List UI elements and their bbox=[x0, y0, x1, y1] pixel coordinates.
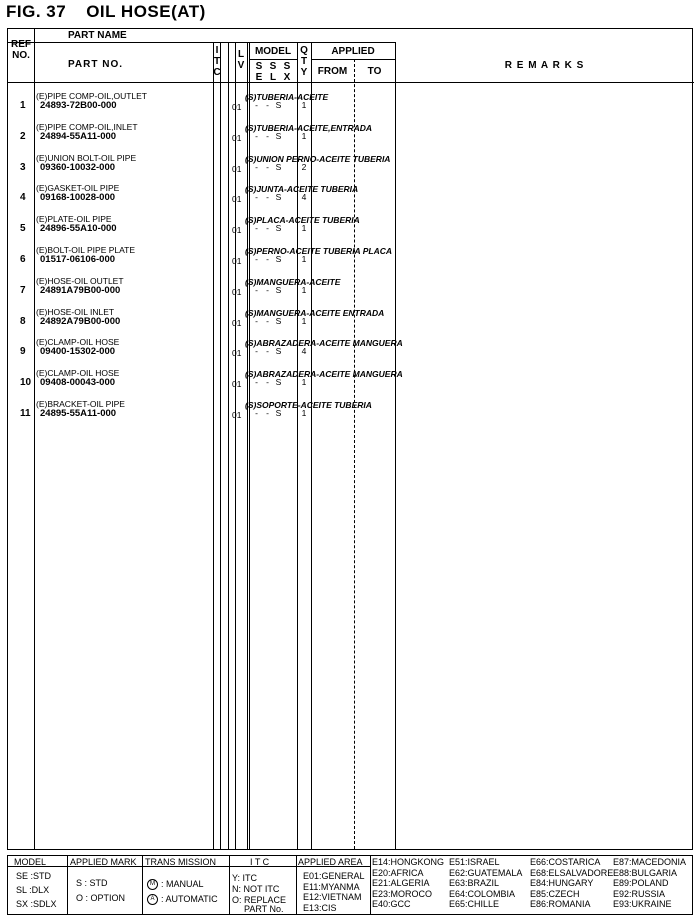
model-col-sl: S L bbox=[269, 61, 277, 83]
applied-divider bbox=[311, 59, 395, 60]
part-remark: (S)TUBERIA-ACEITE,ENTRADA bbox=[245, 122, 373, 133]
model-col-se: S E bbox=[255, 61, 263, 83]
model-se-value: - bbox=[255, 130, 258, 141]
from-header: FROM bbox=[317, 66, 348, 77]
area-item: E92:RUSSIA bbox=[613, 888, 666, 899]
part-name: (E)PIPE COMP-OIL,INLET bbox=[36, 121, 138, 132]
part-number: 24894-55A11-000 bbox=[40, 130, 117, 142]
legend-itc-title: I T C bbox=[250, 857, 270, 867]
area-list-5 bbox=[613, 857, 686, 910]
part-number: 09400-15302-000 bbox=[40, 346, 116, 358]
header-divider bbox=[8, 42, 235, 43]
header-bottom bbox=[8, 82, 694, 83]
ref-number: 10 bbox=[20, 377, 32, 389]
legend-trans-title: TRANS MISSION bbox=[145, 857, 217, 867]
model-sx-value: S bbox=[275, 161, 282, 172]
figure-name: OIL HOSE(AT) bbox=[86, 2, 206, 21]
lv-value: 01 bbox=[232, 225, 242, 236]
part-number: 09168-10028-000 bbox=[40, 192, 116, 204]
figure-title bbox=[6, 2, 206, 22]
legend-divider bbox=[296, 856, 297, 914]
legend-itc-item: N: NOT ITC bbox=[232, 884, 280, 894]
qty-value: 1 bbox=[301, 254, 307, 264]
legend-model-title: MODEL bbox=[14, 857, 47, 867]
model-se-value: - bbox=[255, 254, 258, 264]
remarks-header: R E M A R K S bbox=[504, 60, 585, 71]
part-remark: (S)PLACA-ACEITE TUBERIA bbox=[245, 215, 360, 226]
model-se-value: - bbox=[255, 192, 258, 203]
area-item: E84:HUNGARY bbox=[530, 878, 594, 888]
parts-table bbox=[7, 28, 693, 850]
model-sx-value: S bbox=[275, 100, 282, 110]
col-divider bbox=[354, 59, 355, 849]
ref-number: 2 bbox=[20, 130, 26, 142]
area-list-4 bbox=[530, 857, 613, 910]
area-item: E65:CHILLE bbox=[449, 899, 500, 909]
part-remark: (S)PERNO-ACEITE TUBERIA PLACA bbox=[245, 246, 393, 256]
part-remark: (S)ABRAZADERA-ACEITE MANGUERA bbox=[245, 369, 403, 380]
model-sl-value: - bbox=[266, 100, 269, 110]
legend-applied-mark-item: S : STD bbox=[76, 878, 108, 888]
part-number: 09408-00043-000 bbox=[40, 377, 116, 389]
lv-value: 01 bbox=[232, 410, 242, 420]
part-number: 24896-55A10-000 bbox=[40, 223, 117, 235]
legend-applied-mark-title: APPLIED MARK bbox=[70, 857, 137, 867]
part-number: 24892A79B00-000 bbox=[40, 315, 121, 327]
model-sx-value: S bbox=[275, 284, 282, 295]
model-sx-value: S bbox=[275, 346, 282, 357]
qty-value: 1 bbox=[301, 377, 307, 388]
area-item: E66:COSTARICA bbox=[530, 857, 601, 867]
to-header: TO bbox=[367, 66, 382, 77]
lv-value: 01 bbox=[232, 194, 242, 205]
model-se-value: - bbox=[255, 161, 258, 172]
qty-value: 1 bbox=[301, 284, 307, 295]
qty-value: 4 bbox=[301, 346, 307, 357]
part-remark: (S)JUNTA-ACEITE TUBERIA bbox=[245, 184, 359, 195]
area-item: E21:ALGERIA bbox=[372, 878, 430, 888]
qty-value: 1 bbox=[301, 408, 307, 418]
area-item: E11:MYANMA bbox=[303, 881, 360, 892]
model-header: MODEL bbox=[254, 46, 292, 57]
ref-number: 9 bbox=[20, 346, 26, 358]
legend-divider bbox=[142, 856, 143, 914]
legend-box bbox=[7, 855, 693, 915]
part-remark: (S)TUBERIA-ACEITE bbox=[245, 92, 329, 102]
model-sx-value: S bbox=[275, 192, 282, 203]
area-item: E89:POLAND bbox=[613, 878, 669, 888]
area-list-1 bbox=[303, 871, 365, 913]
qty-value: 1 bbox=[301, 223, 307, 234]
part-name: (E)HOSE-OIL INLET bbox=[36, 306, 115, 317]
ref-number: 5 bbox=[20, 223, 26, 235]
area-list-2 bbox=[372, 857, 444, 910]
legend-itc-item: Y: ITC bbox=[232, 873, 258, 883]
legend-divider bbox=[370, 856, 371, 914]
model-sl-value: - bbox=[266, 315, 269, 326]
ref-number: 3 bbox=[20, 161, 26, 173]
legend-divider bbox=[229, 856, 230, 914]
model-sl-value: - bbox=[266, 408, 269, 418]
legend-itc-item: O: REPLACE bbox=[232, 895, 287, 905]
area-item: E14:HONGKONG bbox=[372, 857, 445, 867]
ref-number: 4 bbox=[20, 192, 26, 204]
part-no-header: PART NO. bbox=[68, 59, 124, 70]
part-name: (E)CLAMP-OIL HOSE bbox=[36, 337, 120, 348]
lv-value: 01 bbox=[232, 317, 242, 328]
part-number: 24893-72B00-000 bbox=[40, 100, 117, 111]
part-remark: (S)MANGUERA-ACEITE ENTRADA bbox=[245, 307, 385, 318]
lv-value: 01 bbox=[232, 102, 242, 112]
legend-model-item: SL :DLX bbox=[16, 885, 50, 895]
lv-value: 01 bbox=[232, 256, 242, 266]
model-sl-value: - bbox=[266, 346, 269, 357]
part-number: 24891A79B00-000 bbox=[40, 284, 121, 296]
automatic-mark-icon: A bbox=[147, 894, 158, 905]
part-name-header: PART NAME bbox=[68, 30, 127, 41]
lv-value: 01 bbox=[232, 286, 242, 297]
legend-trans-manual: M : MANUAL bbox=[147, 879, 204, 890]
area-list-3 bbox=[449, 857, 522, 910]
area-item: E12:VIETNAM bbox=[303, 892, 362, 902]
area-item: E85:CZECH bbox=[530, 888, 580, 899]
model-sx-value: S bbox=[275, 130, 282, 141]
legend-trans-automatic: A : AUTOMATIC bbox=[147, 894, 218, 905]
ref-header: REF NO. bbox=[11, 39, 31, 61]
part-remark: (S)MANGUERA-ACEITE bbox=[245, 276, 341, 287]
model-sx-value: S bbox=[275, 408, 282, 418]
part-name: (E)UNION BOLT-OIL PIPE bbox=[36, 152, 137, 163]
legend-divider bbox=[67, 856, 68, 914]
ref-number: 7 bbox=[20, 284, 26, 296]
area-item: E86:ROMANIA bbox=[530, 899, 591, 909]
lv-value: 01 bbox=[232, 379, 242, 390]
col-divider bbox=[395, 42, 396, 849]
qty-value: 1 bbox=[301, 315, 307, 326]
model-sl-value: - bbox=[266, 284, 269, 295]
part-name: (E)HOSE-OIL OUTLET bbox=[36, 275, 124, 286]
model-sl-value: - bbox=[266, 377, 269, 388]
area-item: E20:AFRICA bbox=[372, 867, 424, 878]
col-divider bbox=[213, 42, 214, 849]
qty-value: 1 bbox=[301, 130, 307, 141]
area-item: E13:CIS bbox=[303, 902, 337, 913]
qty-header: Q T Y bbox=[300, 45, 308, 78]
model-divider bbox=[249, 59, 297, 60]
part-name: (E)GASKET-OIL PIPE bbox=[36, 183, 120, 194]
manual-mark-icon: M bbox=[147, 879, 158, 890]
model-se-value: - bbox=[255, 315, 258, 326]
legend-applied-area-title: APPLIED AREA bbox=[298, 857, 363, 867]
area-item: E23:MOROCO bbox=[372, 888, 433, 899]
area-item: E68:ELSALVADORE bbox=[530, 867, 614, 878]
qty-value: 2 bbox=[301, 161, 307, 172]
area-item: E51:ISRAEL bbox=[449, 857, 500, 867]
model-se-value: - bbox=[255, 408, 258, 418]
lv-value: 01 bbox=[232, 163, 242, 174]
part-remark: (S)SOPORTE-ACEITE TUBERIA bbox=[245, 400, 372, 410]
itc-header: I T C bbox=[213, 45, 221, 78]
area-item: E62:GUATEMALA bbox=[449, 867, 523, 878]
model-sl-value: - bbox=[266, 130, 269, 141]
area-item: E40:GCC bbox=[372, 899, 411, 909]
legend-model-item: SX :SDLX bbox=[16, 899, 57, 909]
part-number: 01517-06106-000 bbox=[40, 254, 116, 265]
part-remark: (S)ABRAZADERA-ACEITE MANGUERA bbox=[245, 338, 403, 349]
legend-itc-item: PART No. bbox=[244, 904, 284, 914]
qty-value: 1 bbox=[301, 100, 307, 110]
model-sl-value: - bbox=[266, 192, 269, 203]
lv-header: L V bbox=[237, 49, 245, 71]
model-col-sx: S X bbox=[283, 61, 291, 83]
area-item: E01:GENERAL bbox=[303, 871, 365, 881]
col-divider bbox=[34, 29, 35, 849]
ref-number: 6 bbox=[20, 254, 26, 265]
model-sx-value: S bbox=[275, 223, 282, 234]
applied-header: APPLIED bbox=[331, 46, 375, 57]
part-name: (E)BOLT-OIL PIPE PLATE bbox=[36, 245, 136, 255]
legend-model-item: SE :STD bbox=[16, 871, 52, 881]
model-sl-value: - bbox=[266, 254, 269, 264]
model-se-value: - bbox=[255, 377, 258, 388]
model-se-value: - bbox=[255, 100, 258, 110]
part-remark: (S)UNION PERNO-ACEITE TUBERIA bbox=[245, 153, 391, 164]
part-name: (E)BRACKET-OIL PIPE bbox=[36, 399, 125, 409]
model-sx-value: S bbox=[275, 315, 282, 326]
model-sx-value: S bbox=[275, 377, 282, 388]
part-name: (E)PLATE-OIL PIPE bbox=[36, 214, 112, 225]
model-sl-value: - bbox=[266, 223, 269, 234]
col-divider bbox=[220, 42, 221, 849]
figure-number: FIG. 37 bbox=[6, 2, 67, 21]
area-item: E87:MACEDONIA bbox=[613, 857, 687, 867]
qty-value: 4 bbox=[301, 192, 307, 203]
area-item: E63:BRAZIL bbox=[449, 878, 500, 888]
part-number: 24895-55A11-000 bbox=[40, 408, 117, 419]
area-item: E88:BULGARIA bbox=[613, 867, 678, 878]
lv-value: 01 bbox=[232, 348, 242, 359]
part-number: 09360-10032-000 bbox=[40, 161, 116, 173]
model-se-value: - bbox=[255, 223, 258, 234]
model-se-value: - bbox=[255, 284, 258, 295]
ref-number: 1 bbox=[20, 100, 26, 111]
ref-number: 8 bbox=[20, 315, 26, 327]
part-name: (E)CLAMP-OIL HOSE bbox=[36, 368, 120, 379]
legend-applied-mark-item: O : OPTION bbox=[76, 893, 126, 903]
area-item: E64:COLOMBIA bbox=[449, 888, 516, 899]
part-name: (E)PIPE COMP-OIL,OUTLET bbox=[36, 91, 147, 101]
ref-number: 11 bbox=[20, 408, 31, 419]
model-sx-value: S bbox=[275, 254, 282, 264]
area-item: E93:UKRAINE bbox=[613, 899, 672, 909]
col-divider bbox=[228, 42, 229, 849]
lv-value: 01 bbox=[232, 132, 242, 143]
model-se-value: - bbox=[255, 346, 258, 357]
model-sl-value: - bbox=[266, 161, 269, 172]
header-divider bbox=[235, 42, 395, 43]
